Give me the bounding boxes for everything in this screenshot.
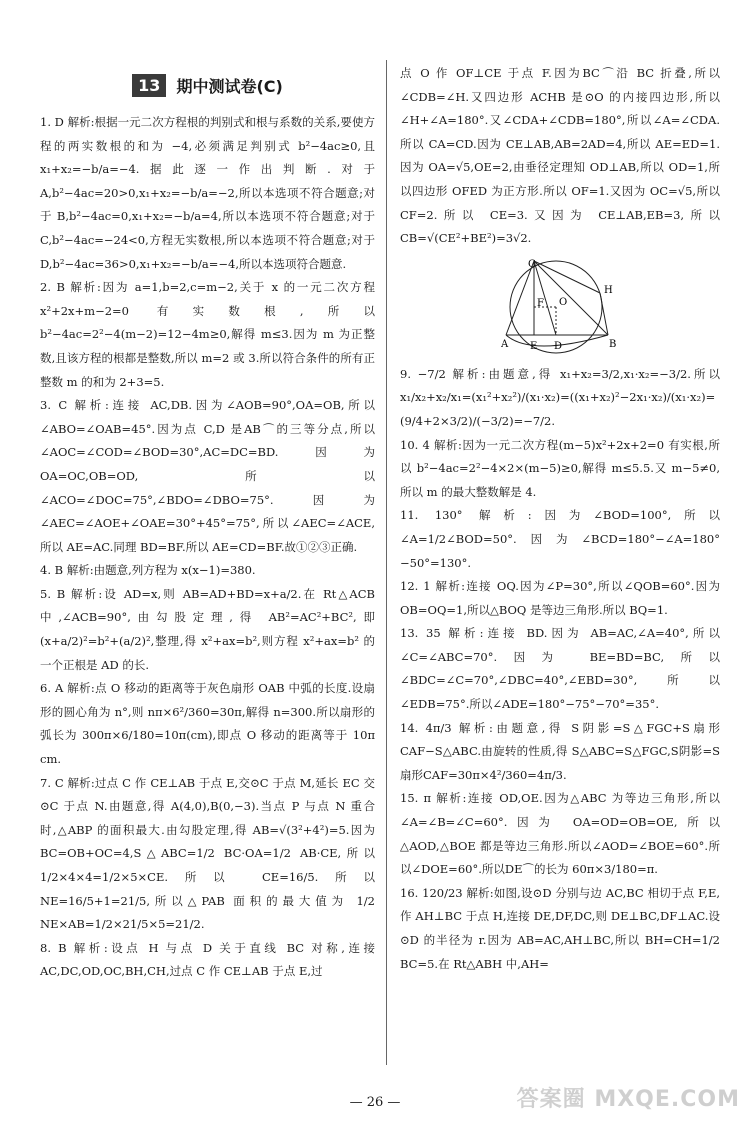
answer-3: 3. C 解析:连接 AC,DB.因为∠AOB=90°,OA=OB,所以∠ABO=∠OAB=45°.因为点 C,D 是AB⌒的三等分点,所以∠AOC=∠COD=∠BOD=30°,AC=DC=BD.因为 OA=OC,OB=OD,所以∠ACO=∠DOC=75°,∠BDO=∠DBO=75°.因为∠AEC=∠AOE+∠OAE=30°+45°=75°,所以∠AEC=∠ACE,所以 AE=AC.同理 BD=BF.所以 AE=CD=BF.故①②③正确. bbox=[40, 398, 375, 554]
answer-15: 15. π 解析:连接 OD,OE.因为△ABC 为等边三角形,所以∠A=∠B=∠C=60°.因为 OA=OD=OB=OE,所以△AOD,△BOE 都是等边三角形.所以∠AOD=∠BOE=60°.所以∠DOE=60°.所以DE⌒的长为 60π×3/180=π. bbox=[400, 791, 720, 877]
answer-2: 2. B 解析:因为 a=1,b=2,c=m−2,关于 x 的一元二次方程 x²+2x+m−2=0 有实数根,所以 b²−4ac=2²−4(m−2)=12−4m≥0,解得 m≤3.因为 m 为正整数,且该方程的根都是整数,所以 m=2 或 3.所以符合条件的所有正整数 m 的和为 2+3=5. bbox=[40, 280, 375, 389]
watermark-logo: 答案圈 MXQE.COM bbox=[516, 1087, 740, 1112]
answer-16: 16. 120/23 解析:如图,设⊙D 分别与边 AC,BC 相切于点 F,E,作 AH⊥BC 于点 H,连接 DE,DF,DC,则 DE⊥BC,DF⊥AC.设⊙D 的半径为 r.因为 AB=AC,AH⊥BC,所以 BH=CH=1/2 BC=5.在 Rt△ABH 中,AH= bbox=[400, 885, 720, 971]
answer-8: 8. B 解析:设点 H 与点 D 关于直线 BC 对称,连接 AC,DC,OD,OC,BH,CH,过点 C 作 CE⊥AB 于点 E,过 bbox=[40, 940, 375, 979]
answer-7: 7. C 解析:过点 C 作 CE⊥AB 于点 E,交⊙C 于点 M,延长 EC 交⊙C 于点 N.由题意,得 A(4,0),B(0,−3).当点 P 与点 N 重合时,△ABP 的面积最大.由勾股定理,得 AB=√(3²+4²)=5.因为 BC=OB+OC=4,S△ABC=1/2 BC·OA=1/2 AB·CE,所以 1/2×4×4=1/2×5×CE.所以 CE=16/5.所以 NE=16/5+1=21/5,所以△PAB 面积的最大值为 1/2 NE×AB=1/2×21/5×5=21/2. bbox=[40, 775, 375, 932]
right-column bbox=[400, 62, 720, 976]
answer-6: 6. A 解析:点 O 移动的距离等于灰色扇形 OAB 中弧的长度.设扇形的圆心角为 n°,则 nπ×6²/360=30π,解得 n=300.所以扇形的弧长为 300π×6/180=10π(cm),即点 O 移动的距离等于 10π cm. bbox=[40, 681, 375, 767]
fig-label-a: A bbox=[501, 338, 509, 350]
section-number: 13 bbox=[132, 74, 166, 97]
answer-9: 9. −7/2 解析:由题意,得 x₁+x₂=3/2,x₁·x₂=−3/2.所以 x₁/x₂+x₂/x₁=(x₁²+x₂²)/(x₁·x₂)=((x₁+x₂)²−2x₁·x₂)/(x₁·x₂)=(9/4+2×3/2)/(−3/2)=−7/2. bbox=[400, 366, 720, 428]
left-column bbox=[40, 62, 375, 984]
column-divider bbox=[386, 60, 387, 1065]
answer-13: 13. 35 解析:连接 BD.因为 AB=AC,∠A=40°,所以∠C=∠ABC=70°.因为 BE=BD=BC,所以∠BDC=∠C=70°,∠DBC=40°,∠EBD=30°,所以∠EDB=75°.所以∠ADE=180°−75°−70°=35°. bbox=[400, 626, 720, 712]
page-number: — 26 — bbox=[349, 1095, 401, 1110]
fig-label-b: B bbox=[609, 338, 617, 350]
answer-1: 1. D 解析:根据一元二次方程根的判别式和根与系数的关系,要使方程的两实数根的和为 −4,必须满足判别式 b²−4ac≥0,且 x₁+x₂=−b/a=−4.据此逐一作出判断.对于 A,b²−4ac=20>0,x₁+x₂=−b/a=−2,所以本选项不符合题意;对于 B,b²−4ac=0,x₁+x₂=−b/a=4,所以本选项不符合题意;对于 C,b²−4ac=−24<0,方程无实数根,所以本选项不符合题意;对于 D,b²−4ac=36>0,x₁+x₂=−b/a=−4,所以本选项符合题意. bbox=[40, 115, 375, 271]
answer-14: 14. 4π/3 解析:由题意,得 S阴影=S△FGC+S扇形CAF−S△ABC.由旋转的性质,得 S△ABC=S△FGC,S阴影=S扇形CAF=30π×4²/360=4π/3. bbox=[400, 720, 720, 782]
fig-label-h: H bbox=[604, 284, 613, 296]
section-header bbox=[40, 74, 375, 97]
answer-8-continued: 点 O 作 OF⊥CE 于点 F.因为BC⌒沿 BC 折叠,所以∠CDB=∠H.又四边形 ACHB 是⊙O 的内接四边形,所以∠H+∠A=180°.又∠CDA+∠CDB=180°,所以∠A=∠CDA.所以 CA=CD.因为 CE⊥AB,AB=2AD=4,所以 AE=ED=1.因为 OA=√5,OE=2,由垂径定理知 OD⊥AB,所以 OD=1,所以四边形 OFED 为正方形.所以 OF=1.又因为 OC=√5,所以 CF=2.所以 CE=3.又因为 CE⊥AB,EB=3,所以 CB=√(CE²+BE²)=3√2. bbox=[400, 66, 720, 246]
fig-label-o: O bbox=[559, 296, 568, 308]
section-title: 期中测试卷(C) bbox=[176, 77, 283, 96]
answer-5: 5. B 解析:设 AD=x,则 AB=AD+BD=x+a/2.在 Rt△ACB 中,∠ACB=90°,由勾股定理,得 AB²=AC²+BC²,即(x+a/2)²=b²+(a/2)²,整理,得 x²+ax=b²,则方程 x²+ax=b² 的一个正根是 AD 的长. bbox=[40, 586, 375, 672]
fig-label-e: E bbox=[530, 340, 538, 352]
answer-11: 11. 130° 解析:因为∠BOD=100°,所以∠A=1/2∠BOD=50°.因为∠BCD=180°−∠A=180°−50°=130°. bbox=[400, 508, 720, 570]
answer-12: 12. 1 解析:连接 OQ.因为∠P=30°,所以∠QOB=60°.因为 OB=OQ=1,所以△BOQ 是等边三角形.所以 BQ=1. bbox=[400, 579, 720, 617]
fig-label-c: C bbox=[528, 258, 536, 270]
circle-figure bbox=[501, 257, 619, 357]
fig-label-f: F bbox=[537, 297, 544, 309]
fig-label-d: D bbox=[554, 340, 563, 352]
answer-4: 4. B 解析:由题意,列方程为 x(x−1)=380. bbox=[40, 563, 256, 578]
answer-10: 10. 4 解析:因为一元二次方程(m−5)x²+2x+2=0 有实根,所以 b²−4ac=2²−4×2×(m−5)≥0,解得 m≤5.5.又 m−5≠0,所以 m 的最大整数解是 4. bbox=[400, 437, 720, 499]
